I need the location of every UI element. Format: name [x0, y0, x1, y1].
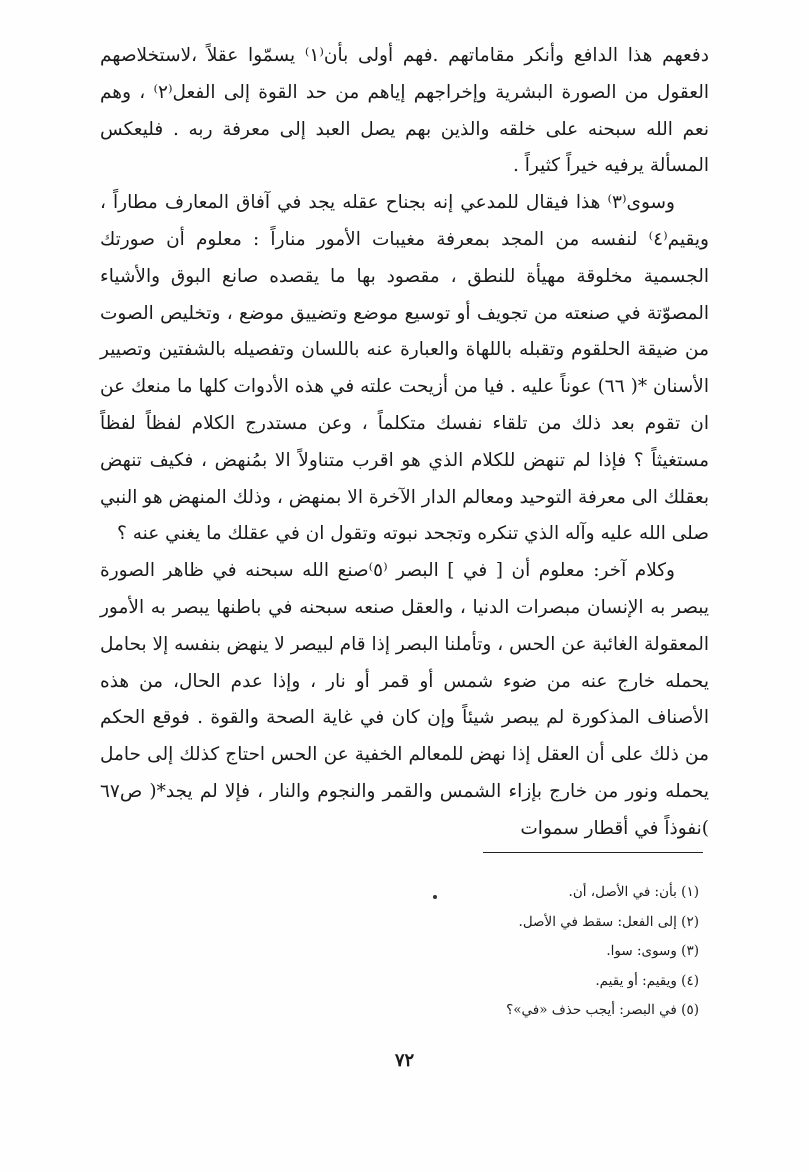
footnotes-list: [100, 878, 699, 1026]
page-number: ٧٢: [394, 1050, 415, 1071]
footnote-item: (٢) إلى الفعل: سقط في الأصل.: [518, 913, 699, 930]
footnote-divider: [483, 852, 703, 853]
footnote-item: (١) بأن: في الأصل، أن.: [568, 884, 699, 900]
paragraph: وكلام آخر: معلوم أن [ في ] البصر ⁽٥⁾صنع الله سبحنه في ظاهر الصورة يبصر به الإنسان مبصرات الدنيا ، والعقل صنعه سبحنه في باطنها يبصر به الأمور المعقولة الغائبة عن الحس ، وتأملنا البصر إذا قام لبيصر لا ينهض بنفسه إلا بحامل يحمله خارج عنه من ضوء شمس أو قمر أو نار ، وإذا عدم الحال، من هذه الأصناف المذكورة لم يبصر شيئاً وإن كان في غاية الصحة والقوة . فوقع الحكم من ذلك على أن العقل إذا نهض للمعالم الخفية عن الحس احتاج كذلك إلى حامل يحمله ونور من خارج بإزاء الشمس والقمر والنجوم والنار ، فإلا لم يجد*( ص٦٧ )نفوذاً في أقطار سموات: [100, 560, 709, 839]
main-text: [100, 38, 709, 848]
footnote-item: (٣) وسوى: سوا.: [606, 943, 699, 959]
paragraph: دفعهم هذا الدافع وأنكر مقاماتهم .فهم أولى بأن⁽١⁾ يسمّوا عقلاً ،لاستخلاصهم العقول من الصورة البشرية وإخراجهم إياهم من حد القوة إلى الفعل⁽٢⁾ ، وهم نعم الله سبحنه على خلقه والذين بهم يصل العبد إلى معرفة ربه . فليعكس المسألة يرفيه خيراً كثيراً .: [100, 45, 709, 177]
footnote-item: (٤) ويقيم: أو يقيم.: [595, 972, 699, 989]
paragraph: وسوى⁽٣⁾ هذا فيقال للمدعي إنه بجناح عقله يجد في آفاق المعارف مطاراً ، ويقيم⁽٤⁾ لنفسه من المجد بمعرفة مغيبات الأمور مناراً : معلوم أن صورتك الجسمية مخلوقة مهيأة للنطق ، مقصود بها ما يقصده صانع البوق والأشياء المصوّتة في صنعته من تجويف أو توسيع موضع وتضييق موضع ، وتخليص الصوت من ضيقة الحلقوم وتقبله باللهاة والعبارة عنه باللسان وتفصيله بالشفتين وتصيير الأسنان *( ٦٦) عوناً عليه . فيا من أزيحت علته في هذه الأدوات كلها ما منعك عن ان تقوم بعد ذلك من تلقاء نفسك متكلماً ، وعن مستدرج الكلام لفظاً لفظاً مستغيثاً ؟ فإذا لم تنهض للكلام الذي هو اقرب متناولاً الا بمُنهض ، فكيف تنهض بعقلك الى معرفة التوحيد ومعالم الدار الآخرة الا بمنهض ، وذلك المنهض هو النبي صلى الله عليه وآله الذي تنكره وتجحد نبوته وتقول ان في عقلك ما يغني عنه ؟: [100, 192, 709, 545]
footnote-item: (٥) في البصر: أيجب حذف «في»؟: [506, 1002, 699, 1018]
